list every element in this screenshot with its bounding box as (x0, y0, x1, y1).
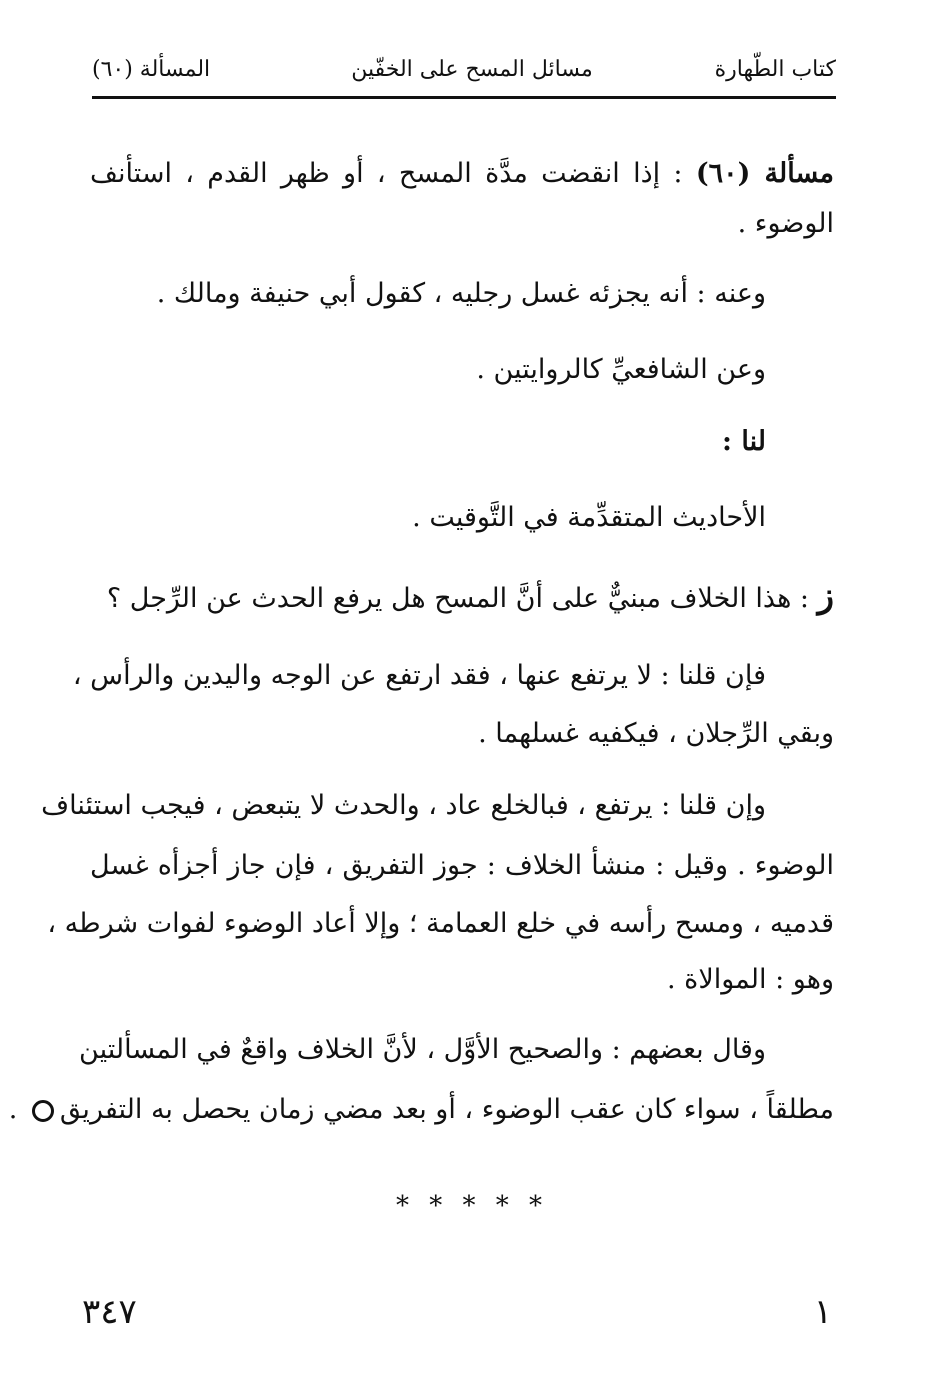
paragraph-1-text: : إذا انقضت مدَّة المسح ، أو ظهر القدم ، استأنف (90, 158, 696, 189)
paragraph-8-line-2: الوضوء . وقيل : منشأ الخلاف : جوز التفريق ، فإن جاز أجزأه غسل (90, 850, 834, 881)
lana-heading: لنا : (722, 426, 766, 457)
paragraph-1-line-2: الوضوء . (737, 208, 834, 239)
paragraph-8-line-3: قدميه ، ومسح رأسه في خلع العمامة ؛ وإلا أعاد الوضوء لفوات شرطه ، (47, 908, 834, 939)
issue-label: مسألة (٦٠) (695, 158, 834, 189)
paragraph-1-line-1 (90, 154, 834, 194)
header-chapter-title: مسائل المسح على الخفّين (351, 57, 593, 82)
paragraph-3: وعن الشافعيِّ كالروايتين . (476, 354, 766, 385)
header-issue-number: المسألة (٦٠) (92, 57, 211, 82)
signature-number: ١ (813, 1292, 832, 1332)
section-separator: * * * * * (395, 1191, 549, 1221)
paragraph-2: وعنه : أنه يجزئه غسل رجليه ، كقول أبي حنيفة ومالك . (156, 278, 766, 309)
paragraph-9-end-period: . (8, 1094, 26, 1125)
end-circle-icon (32, 1100, 54, 1122)
zay-mark: ز (817, 576, 834, 616)
header-divider (92, 96, 836, 99)
paragraph-7-line-1: فإن قلنا : لا يرتفع عنها ، فقد ارتفع عن الوجه واليدين والرأس ، (72, 660, 766, 691)
paragraph-9-text: مطلقاً ، سواء كان عقب الوضوء ، أو بعد مضي زمان يحصل به التفريق (59, 1094, 834, 1125)
paragraph-6 (107, 576, 834, 619)
paragraph-9-line-2 (8, 1090, 834, 1130)
paragraph-9-line-1: وقال بعضهم : والصحيح الأوَّل ، لأنَّ الخلاف واقعٌ في المسألتين (79, 1034, 766, 1065)
header-book-title: كتاب الطّهارة (714, 57, 836, 82)
paragraph-8-line-4: وهو : الموالاة . (667, 964, 834, 995)
paragraph-6-text: : هذا الخلاف مبنيٌّ على أنَّ المسح هل يرفع الحدث عن الرِّجل ؟ (106, 583, 818, 614)
paragraph-7-line-2: وبقي الرِّجلان ، فيكفيه غسلهما . (478, 718, 834, 749)
paragraph-5: الأحاديث المتقدِّمة في التَّوقيت . (412, 502, 766, 533)
page-number: ٣٤٧ (82, 1292, 137, 1332)
paragraph-8-line-1: وإن قلنا : يرتفع ، فبالخلع عاد ، والحدث لا يتبعض ، فيجب استئناف (41, 790, 766, 821)
